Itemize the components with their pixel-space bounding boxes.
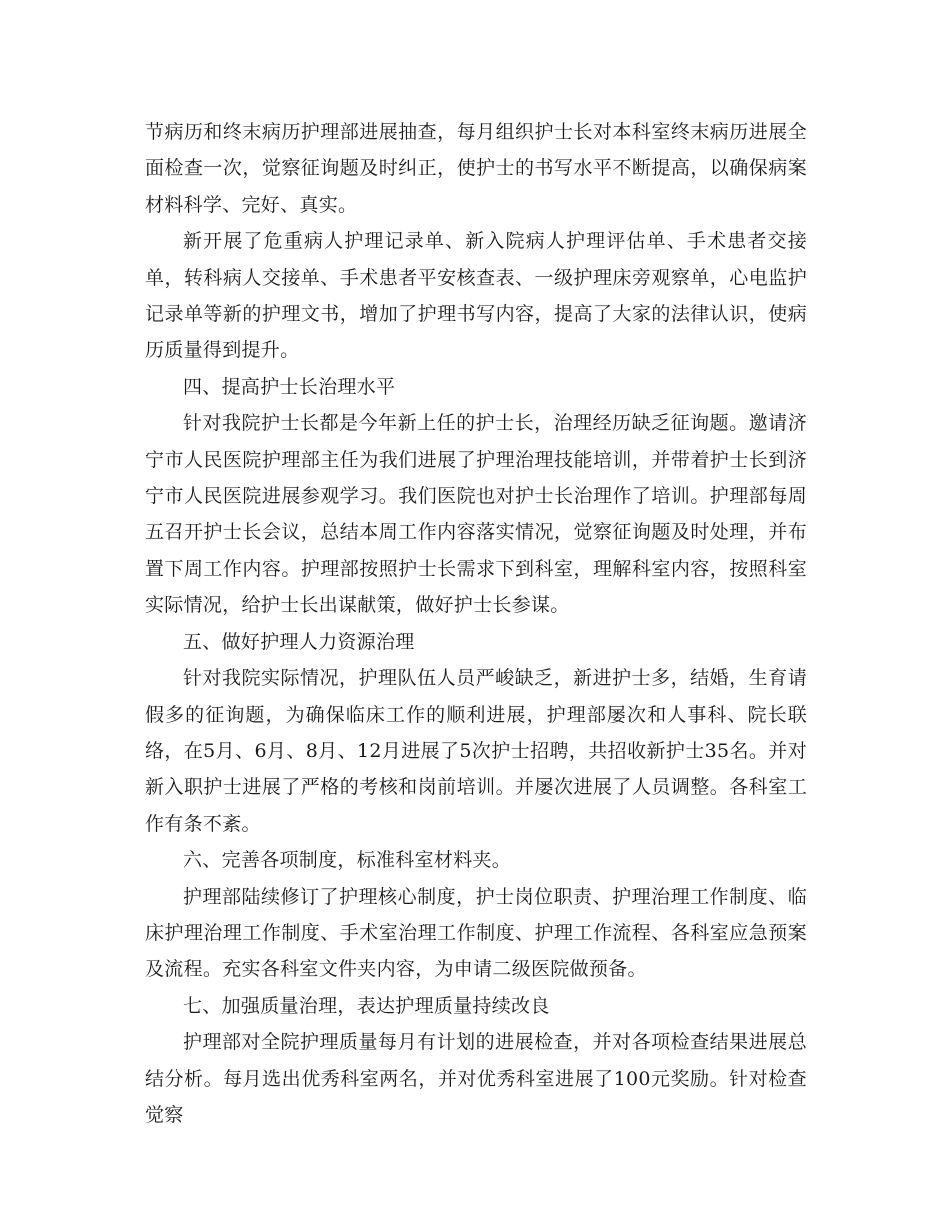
paragraph-regulations: 护理部陆续修订了护理核心制度，护士岗位职责、护理治理工作制度、临床护理治理工作制度、手术室治理工作制度、护理工作流程、各科室应急预案及流程。充实各科室文件夹内容，为申请二级医院做预备。: [145, 885, 807, 981]
section-heading-4: 四、提高护士长治理水平: [183, 375, 396, 398]
section-heading-5: 五、做好护理人力资源治理: [183, 630, 415, 653]
paragraph-head-nurse-management: 针对我院护士长都是今年新上任的护士长，治理经历缺乏征询题。邀请济宁市人民医院护理部主任为我们进展了护理治理技能培训，并带着护士长到济宁市人民医院进展参观学习。我们医院也对护士长治理作了培训。护理部每周五召开护士长会议，总结本周工作内容落实情况，觉察征询题及时处理，并布置下周工作内容。护理部按照护士长需求下到科室，理解科室内容，按照科室实际情况，给护士长出谋献策，做好护士长参谋。: [145, 412, 807, 617]
section-heading-6: 六、完善各项制度，标准科室材料夹。: [183, 849, 512, 872]
paragraph-nursing-documents: 新开展了危重病人护理记录单、新入院病人护理评估单、手术患者交接单，转科病人交接单、手术患者平安核查表、一级护理床旁观察单，心电监护记录单等新的护理文书，增加了护理书写内容，提高了大家的法律认识，使病历质量得到提升。: [145, 230, 807, 362]
paragraph-continuation: 节病历和终末病历护理部进展抽查，每月组织护士长对本科室终末病历进展全面检查一次，觉察征询题及时纠正，使护士的书写水平不断提高，以确保病案材料科学、完好、真实。: [145, 121, 807, 216]
document-body: [145, 114, 807, 1133]
paragraph-human-resources: 针对我院实际情况，护理队伍人员严峻缺乏，新进护士多，结婚，生育请假多的征询题，为确保临床工作的顺利进展，护理部屡次和人事科、院长联络，在5月、6月、8月、12月进展了5次护士招聘，共招收新护士35名。并对新入职护士进展了严格的考核和岗前培训。并屡次进展了人员调整。各科室工作有条不紊。: [145, 667, 807, 835]
paragraph-quality-management: 护理部对全院护理质量每月有计划的进展检查，并对各项检查结果进展总结分析。每月选出优秀科室两名，并对优秀科室进展了100元奖励。针对检查觉察: [145, 1031, 807, 1126]
section-heading-7: 七、加强质量治理，表达护理质量持续改良: [183, 994, 550, 1017]
